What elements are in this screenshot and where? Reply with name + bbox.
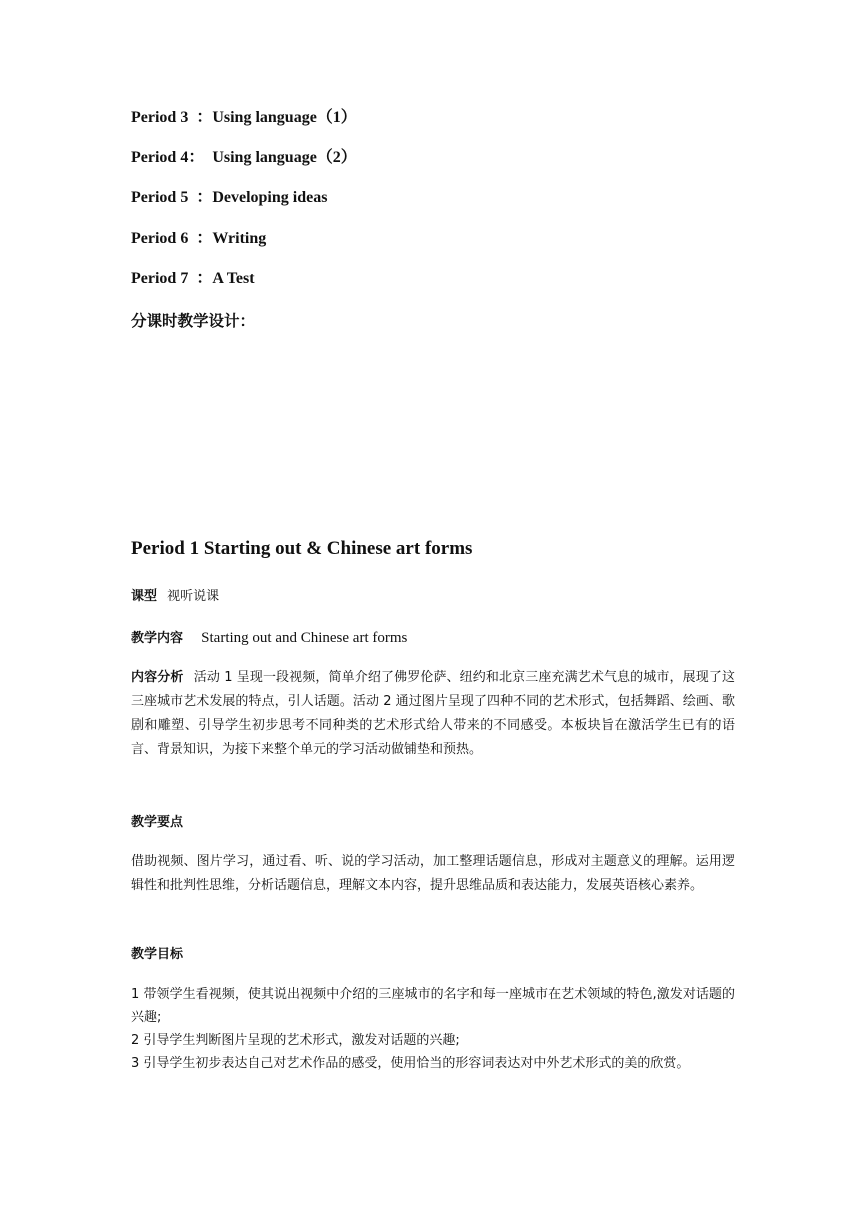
- goal-item-1: 1 带领学生看视频，使其说出视频中介绍的三座城市的名字和每一座城市在艺术领域的特色,激发对话题的兴趣;: [131, 987, 735, 1025]
- goals-label: 教学目标: [131, 947, 184, 962]
- key-points-label: 教学要点: [131, 815, 184, 830]
- lesson-content-line: [131, 628, 407, 649]
- content-analysis-label: 内容分析: [131, 670, 184, 685]
- content-analysis-paragraph: [131, 666, 735, 762]
- content-analysis-text: 活动 1 呈现一段视频，简单介绍了佛罗伦萨、纽约和北京三座充满艺术气息的城市，展现了这三座城市艺术发展的特点，引人话题。活动 2 通过图片呈现了四种不同的艺术形式，包括舞蹈、绘画、歌剧和雕塑、引导学生初步思考不同种类的艺术形式给人带来的不同感受。本板块旨在激活学生已有的语言、背景知识，为接下来整个单元的学习活动做铺垫和预热。: [131, 670, 735, 757]
- lesson-content-value: Starting out and Chinese art forms: [201, 630, 408, 646]
- goal-item-3: 3 引导学生初步表达自己对艺术作品的感受，使用恰当的形容词表达对中外艺术形式的美的欣赏。: [131, 1056, 690, 1071]
- goal-item-2: 2 引导学生判断图片呈现的艺术形式，激发对话题的兴趣;: [131, 1033, 460, 1048]
- design-heading: 分课时教学设计：: [131, 312, 256, 330]
- period-5-line: Period 5 ：Developing ideas: [131, 189, 328, 206]
- lesson-type-value: 视听说课: [167, 589, 220, 604]
- goals-list: [131, 983, 735, 1075]
- period-6-line: Period 6 ：Writing: [131, 230, 267, 247]
- key-points-paragraph: 借助视频、图片学习，通过看、听、说的学习活动，加工整理话题信息，形成对主题意义的理解。运用逻辑性和批判性思维，分析话题信息，理解文本内容，提升思维品质和表达能力，发展英语核心素养。: [131, 854, 735, 893]
- period-3-line: Period 3 ：Using language（1）: [131, 109, 357, 126]
- lesson-content-label: 教学内容: [131, 631, 184, 646]
- key-points-heading: [131, 813, 183, 833]
- lesson-title: Period 1 Starting out & Chinese art forms: [131, 538, 473, 559]
- period-4-line: Period 4： Using language（2）: [131, 149, 357, 166]
- lesson-type-line: [131, 587, 219, 607]
- goals-heading: [131, 945, 183, 965]
- lesson-type-label: 课型: [131, 589, 158, 604]
- period-7-line: Period 7 ：A Test: [131, 270, 255, 287]
